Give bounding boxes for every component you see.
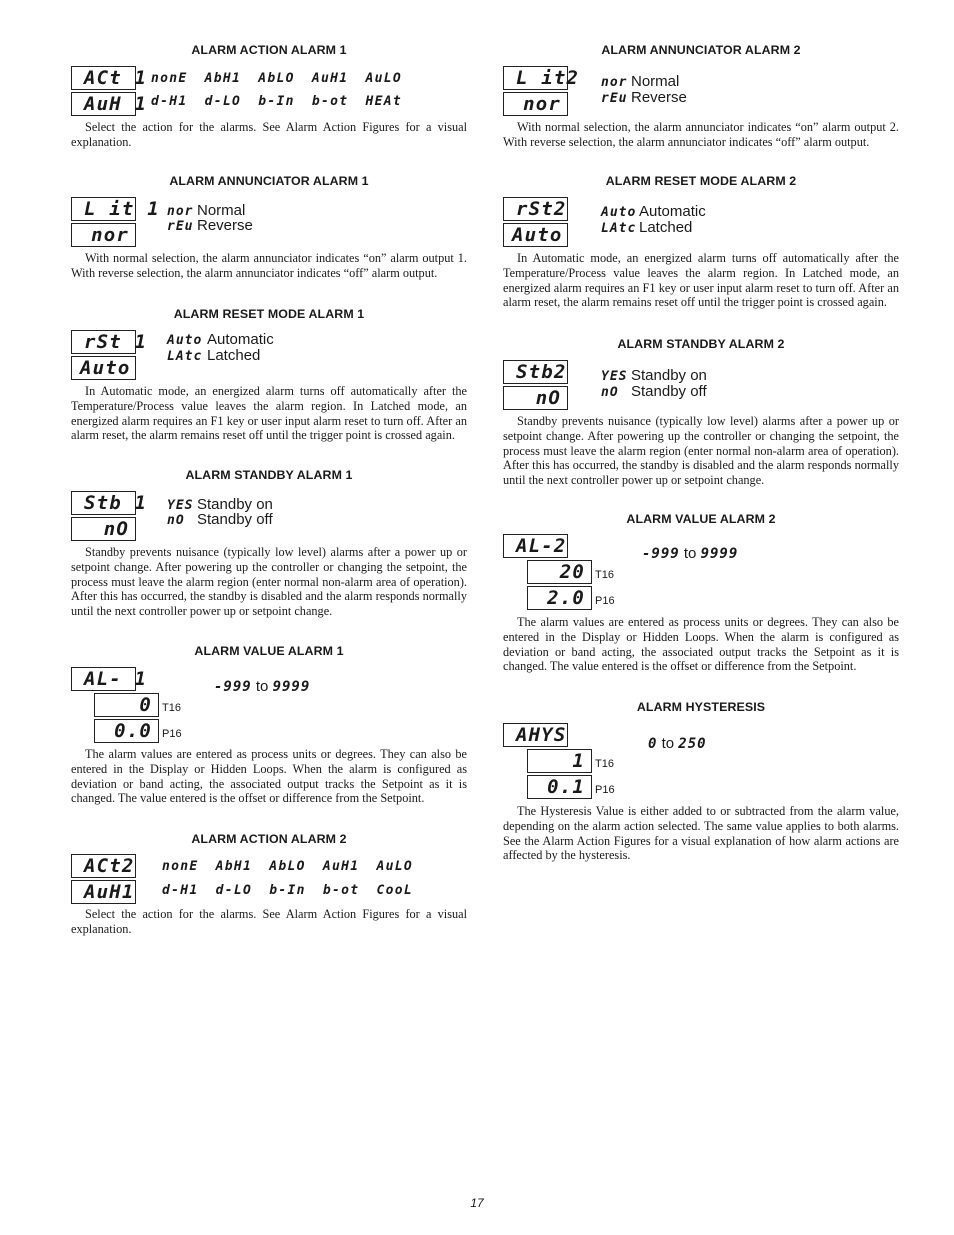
section-heading: ALARM ACTION ALARM 2 <box>191 832 347 846</box>
option-label: Latched <box>639 219 693 236</box>
range-to: to <box>255 678 269 695</box>
range-max: 9999 <box>700 546 739 562</box>
action-options-line-1: nonE AbH1 AbLO AuH1 AuLO <box>162 859 414 874</box>
option-code: nor <box>601 75 628 90</box>
option-code: nO <box>601 385 619 400</box>
section-alarm-annunciator-2 <box>503 43 899 149</box>
section-description: In Automatic mode, an energized alarm turns off automatically after the Temperature/Process value leaves the alarm region. In Latched mode, an energized alarm requires an F1 key or user input alarm reset to turn off. After an alarm reset, the alarm remains reset off until the trigger point is crossed again. <box>71 384 467 443</box>
section-alarm-standby-2 <box>503 337 899 488</box>
option-label: Normal <box>631 73 680 90</box>
option-row-latched <box>601 220 692 236</box>
lcd-display-top: L it 1 <box>71 197 136 221</box>
section-heading: ALARM STANDBY ALARM 1 <box>185 468 353 482</box>
section-description: The alarm values are entered as process units or degrees. They can also be entered in the Display or Hidden Loops. When the alarm is configured as deviation or band acting, the associated output tracks the Setpoint as it is changed. The value entered is the offset or difference from the Setpoint. <box>503 615 899 674</box>
section-alarm-action-2 <box>71 832 467 936</box>
option-code: Auto <box>601 205 637 220</box>
option-row-latched <box>167 348 260 364</box>
section-description: With normal selection, the alarm annunciator indicates “on” alarm output 2. With reverse selection, the alarm annunciator indicates “off” alarm output. <box>503 120 899 149</box>
option-row-automatic <box>601 204 706 220</box>
section-description: Standby prevents nuisance (typically low level) alarms after a power up or setpoint change. After powering up the controller or changing the setpoint, the process must leave the alarm region (enter normal non-alarm area of operation). After this has occurred, the standby is disabled and the alarm responds normally until the next controller power up or setpoint change. <box>71 545 467 619</box>
page-number: 17 <box>470 1196 484 1210</box>
model-tag-p16: P16 <box>595 784 615 796</box>
lcd-display-bottom: AuH1 <box>71 880 136 904</box>
section-alarm-annunciator-1 <box>71 174 467 280</box>
section-alarm-action-1 <box>71 43 467 149</box>
model-tag-p16: P16 <box>595 595 615 607</box>
range-min: -999 <box>642 546 680 562</box>
section-heading: ALARM RESET MODE ALARM 1 <box>173 307 365 321</box>
section-alarm-value-1 <box>71 644 467 806</box>
lcd-display-p16: 0.0 <box>94 719 159 743</box>
model-tag-p16: P16 <box>162 728 182 740</box>
option-code: Auto <box>167 333 203 348</box>
option-row-reverse <box>601 90 687 106</box>
lcd-display-top: AL-2 <box>503 534 568 558</box>
option-label: Automatic <box>207 331 274 348</box>
lcd-display-top: ACt2 <box>71 854 136 878</box>
lcd-display-bottom: nO <box>503 386 568 410</box>
lcd-display-bottom: Auto <box>503 223 568 247</box>
option-label: Automatic <box>639 203 706 220</box>
option-label: Standby off <box>197 511 273 528</box>
range-min: -999 <box>214 679 252 695</box>
section-heading: ALARM RESET MODE ALARM 2 <box>605 174 797 188</box>
option-code: nor <box>167 204 194 219</box>
option-code: nO <box>167 513 185 528</box>
section-heading: ALARM STANDBY ALARM 2 <box>617 337 785 351</box>
lcd-display-top: Stb2 <box>503 360 568 384</box>
value-range <box>214 678 310 695</box>
option-label: Reverse <box>631 89 687 106</box>
option-code: YES <box>601 369 628 384</box>
range-to: to <box>661 735 675 752</box>
value-range <box>648 735 707 752</box>
option-label: Standby on <box>197 496 273 513</box>
option-code: rEu <box>601 91 628 106</box>
lcd-display-bottom: AuH 1 <box>71 92 136 116</box>
section-heading: ALARM ACTION ALARM 1 <box>191 43 347 57</box>
model-tag-t16: T16 <box>595 569 614 581</box>
section-alarm-value-2 <box>503 512 899 674</box>
option-label: Standby on <box>631 367 707 384</box>
option-code: LAtc <box>167 349 203 364</box>
section-description: In Automatic mode, an energized alarm turns off automatically after the Temperature/Process value leaves the alarm region. In Latched mode, an energized alarm requires an F1 key or user input alarm reset to turn off. After an alarm reset, the alarm remains reset off until the trigger point is crossed again. <box>503 251 899 310</box>
section-description: The Hysteresis Value is either added to or subtracted from the alarm value, depending on the alarm action selected. The same value applies to both alarms. See the Alarm Action Figures for a visual explanation of how alarm actions are affected by the hysteresis. <box>503 804 899 863</box>
lcd-display-top: rSt2 <box>503 197 568 221</box>
range-to: to <box>683 545 697 562</box>
range-min: 0 <box>648 736 658 752</box>
section-alarm-standby-1 <box>71 468 467 619</box>
option-code: LAtc <box>601 221 637 236</box>
model-tag-t16: T16 <box>162 702 181 714</box>
section-heading: ALARM VALUE ALARM 2 <box>626 512 776 526</box>
action-options-line-2: d-H1 d-LO b-In b-ot HEAt <box>151 94 403 109</box>
action-options-line-2: d-H1 d-LO b-In b-ot CooL <box>162 883 414 898</box>
lcd-display-top: rSt 1 <box>71 330 136 354</box>
section-description: The alarm values are entered as process units or degrees. They can also be entered in the Display or Hidden Loops. When the alarm is configured as deviation or band acting, the associated output tracks the Setpoint as it is changed. The value entered is the offset or difference from the Setpoint. <box>71 747 467 806</box>
option-row-standby-on <box>601 368 707 384</box>
lcd-display-top: Stb 1 <box>71 491 136 515</box>
option-label: Normal <box>197 202 246 219</box>
section-heading: ALARM ANNUNCIATOR ALARM 1 <box>169 174 369 188</box>
option-label: Latched <box>207 347 261 364</box>
action-options-line-1: nonE AbH1 AbLO AuH1 AuLO <box>151 71 403 86</box>
option-row-standby-off <box>167 512 273 528</box>
lcd-display-top: ACt 1 <box>71 66 136 90</box>
lcd-display-t16: 0 <box>94 693 159 717</box>
option-code: YES <box>167 498 194 513</box>
section-description: Standby prevents nuisance (typically low level) alarms after a power up or setpoint change. After powering up the controller or changing the setpoint, the process must leave the alarm region (enter normal non-alarm area of operation). After this has occurred, the standby is disabled and the alarm responds normally until the next controller power up or setpoint change. <box>503 414 899 488</box>
option-code: rEu <box>167 219 194 234</box>
section-heading: ALARM ANNUNCIATOR ALARM 2 <box>601 43 801 57</box>
section-description: With normal selection, the alarm annunciator indicates “on” alarm output 1. With reverse selection, the alarm annunciator indicates “off” alarm output. <box>71 251 467 280</box>
section-description: Select the action for the alarms. See Alarm Action Figures for a visual explanation. <box>71 120 467 149</box>
section-alarm-hysteresis <box>503 700 899 863</box>
option-row-normal <box>601 74 679 90</box>
lcd-display-bottom: nor <box>71 223 136 247</box>
range-max: 9999 <box>272 679 311 695</box>
section-description: Select the action for the alarms. See Alarm Action Figures for a visual explanation. <box>71 907 467 936</box>
section-alarm-reset-1 <box>71 307 467 443</box>
lcd-display-top: L it2 <box>503 66 568 90</box>
lcd-display-t16: 20 <box>527 560 592 584</box>
lcd-display-p16: 0.1 <box>527 775 592 799</box>
lcd-display-bottom: Auto <box>71 356 136 380</box>
section-heading: ALARM VALUE ALARM 1 <box>194 644 344 658</box>
model-tag-t16: T16 <box>595 758 614 770</box>
range-max: 250 <box>678 736 707 752</box>
value-range <box>642 545 738 562</box>
option-row-automatic <box>167 332 274 348</box>
option-row-standby-off <box>601 384 707 400</box>
lcd-display-bottom: nO <box>71 517 136 541</box>
lcd-display-p16: 2.0 <box>527 586 592 610</box>
section-heading: ALARM HYSTERESIS <box>636 700 766 714</box>
lcd-display-top: AHYS <box>503 723 568 747</box>
option-label: Reverse <box>197 217 253 234</box>
option-label: Standby off <box>631 383 707 400</box>
option-row-reverse <box>167 218 253 234</box>
lcd-display-bottom: nor <box>503 92 568 116</box>
lcd-display-t16: 1 <box>527 749 592 773</box>
section-alarm-reset-2 <box>503 174 899 310</box>
lcd-display-top: AL- 1 <box>71 667 136 691</box>
